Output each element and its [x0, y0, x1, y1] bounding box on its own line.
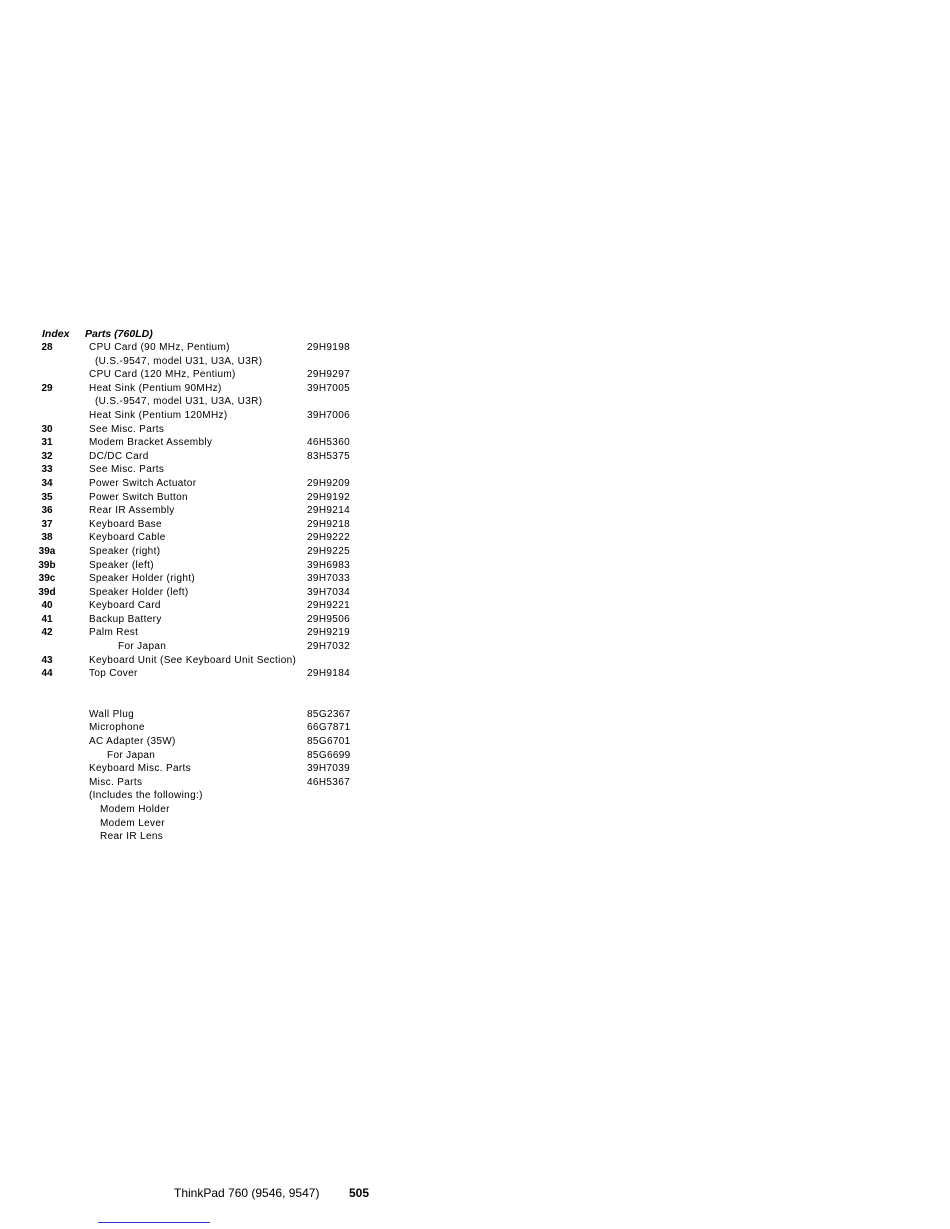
row-description: For Japan	[118, 641, 167, 653]
row-part-number: 29H9225	[307, 545, 351, 557]
row-description: (Includes the following:)	[89, 790, 203, 802]
row-part-number: 29H7032	[307, 641, 351, 653]
row-description: Rear IR Assembly	[89, 505, 175, 517]
table-row	[0, 463, 400, 477]
row-index: 42	[41, 627, 53, 639]
row-part-number: 85G6701	[307, 736, 351, 748]
row-index: 28	[41, 342, 53, 353]
row-part-number: 46H5360	[307, 437, 351, 449]
row-description: Speaker (right)	[89, 545, 161, 557]
row-description: Top Cover	[89, 668, 138, 680]
table-row	[0, 830, 400, 844]
row-part-number: 29H9222	[307, 532, 351, 544]
table-row	[0, 708, 400, 722]
row-description: Keyboard Base	[89, 518, 162, 530]
row-index: 39c	[38, 573, 56, 585]
table-row	[0, 341, 400, 355]
table-row	[0, 817, 400, 831]
table-row	[0, 491, 400, 505]
row-description: AC Adapter (35W)	[89, 736, 176, 748]
row-index: 30	[41, 423, 53, 435]
table-row	[0, 667, 400, 681]
table-row	[0, 749, 400, 763]
row-description: Power Switch Button	[89, 491, 188, 503]
row-index: 39b	[38, 559, 56, 571]
row-part-number: 29H9506	[307, 613, 351, 625]
row-index: 39a	[38, 545, 56, 557]
row-part-number: 85G6699	[307, 749, 351, 761]
table-row	[0, 599, 400, 613]
row-description: Speaker Holder (left)	[89, 586, 189, 598]
row-description: Power Switch Actuator	[89, 477, 197, 489]
row-index: 41	[41, 613, 53, 625]
table-row	[0, 518, 400, 532]
row-index: 38	[41, 532, 53, 544]
row-description: Heat Sink (Pentium 120MHz)	[89, 409, 228, 421]
table-row	[0, 559, 400, 573]
table-row	[0, 640, 400, 654]
row-part-number: 29H9184	[307, 668, 351, 680]
row-description: Keyboard Unit (See Keyboard Unit Section)	[89, 654, 297, 666]
row-index: 34	[41, 477, 53, 489]
row-description: Microphone	[89, 722, 145, 734]
table-row	[0, 613, 400, 627]
row-description: See Misc. Parts	[89, 423, 165, 435]
row-index: 39d	[38, 586, 56, 598]
parts-table	[0, 341, 400, 844]
row-description: See Misc. Parts	[89, 464, 165, 476]
row-part-number: 39H7005	[307, 382, 351, 394]
row-part-number: 29H9198	[307, 342, 351, 353]
table-row	[0, 735, 400, 749]
row-description: Modem Lever	[100, 817, 165, 829]
row-part-number: 39H7039	[307, 763, 351, 775]
row-index: 35	[41, 491, 53, 503]
row-index: 37	[41, 518, 53, 530]
row-part-number: 29H9209	[307, 477, 351, 489]
row-index: 44	[41, 668, 53, 680]
table-row	[0, 423, 400, 437]
table-row	[0, 721, 400, 735]
row-part-number: 85G2367	[307, 708, 351, 720]
table-row	[0, 531, 400, 545]
row-description: Modem Holder	[100, 804, 170, 815]
row-description: Wall Plug	[89, 708, 135, 720]
table-row	[0, 776, 400, 790]
row-description: For Japan	[107, 749, 156, 761]
table-row	[0, 477, 400, 491]
row-description: Heat Sink (Pentium 90MHz)	[89, 382, 222, 394]
table-row	[0, 436, 400, 450]
table-row	[0, 586, 400, 600]
table-row	[0, 654, 400, 668]
row-description: Misc. Parts	[89, 776, 143, 788]
table-row	[0, 504, 400, 518]
section-spacer	[0, 681, 400, 708]
row-description: Keyboard Cable	[89, 532, 166, 544]
row-description: Backup Battery	[89, 613, 162, 625]
row-part-number: 83H5375	[307, 450, 351, 462]
row-description: CPU Card (120 MHz, Pentium)	[89, 369, 236, 381]
row-part-number: 29H9192	[307, 491, 351, 503]
row-part-number: 29H9297	[307, 369, 351, 381]
row-part-number: 39H7033	[307, 573, 351, 585]
row-index: 31	[41, 437, 53, 449]
table-row	[0, 382, 400, 396]
row-part-number: 39H7006	[307, 409, 351, 421]
table-row	[0, 572, 400, 586]
row-index: 32	[41, 450, 53, 462]
row-part-number: 29H9219	[307, 627, 351, 639]
table-row	[0, 762, 400, 776]
row-description: DC/DC Card	[89, 450, 149, 462]
row-description: Speaker (left)	[89, 559, 154, 571]
row-description: Modem Bracket Assembly	[89, 437, 213, 449]
table-row	[0, 395, 400, 409]
row-index: 36	[41, 505, 53, 517]
row-description: Rear IR Lens	[100, 831, 164, 843]
row-description: CPU Card (90 MHz, Pentium)	[89, 342, 230, 353]
row-index: 40	[41, 600, 53, 612]
parts-column-header: Parts (760LD)	[85, 328, 153, 340]
row-description: Palm Rest	[89, 627, 139, 639]
row-index: 29	[41, 382, 53, 394]
table-row	[0, 355, 400, 369]
row-part-number: 46H5367	[307, 776, 351, 788]
row-part-number: 39H7034	[307, 586, 351, 598]
row-part-number: 39H6983	[307, 559, 351, 571]
row-part-number: 66G7871	[307, 722, 351, 734]
page-number: 505	[349, 1186, 370, 1200]
row-part-number: 29H9214	[307, 505, 351, 517]
table-row	[0, 409, 400, 423]
row-part-number: 29H9218	[307, 518, 351, 530]
index-column-header: Index	[42, 328, 70, 340]
row-part-number: 29H9221	[307, 600, 351, 612]
table-row	[0, 789, 400, 803]
row-index: 43	[41, 654, 53, 666]
table-row	[0, 626, 400, 640]
table-row	[0, 803, 400, 817]
footer-rule	[98, 1222, 210, 1223]
row-description: (U.S.-9547, model U31, U3A, U3R)	[95, 355, 263, 367]
table-row	[0, 545, 400, 559]
table-row	[0, 368, 400, 382]
row-description: (U.S.-9547, model U31, U3A, U3R)	[95, 396, 263, 408]
row-index: 33	[41, 464, 53, 476]
row-description: Keyboard Card	[89, 600, 161, 612]
row-description: Speaker Holder (right)	[89, 573, 196, 585]
table-row	[0, 450, 400, 464]
row-description: Keyboard Misc. Parts	[89, 763, 192, 775]
footer-title: ThinkPad 760 (9546, 9547)	[174, 1186, 320, 1200]
